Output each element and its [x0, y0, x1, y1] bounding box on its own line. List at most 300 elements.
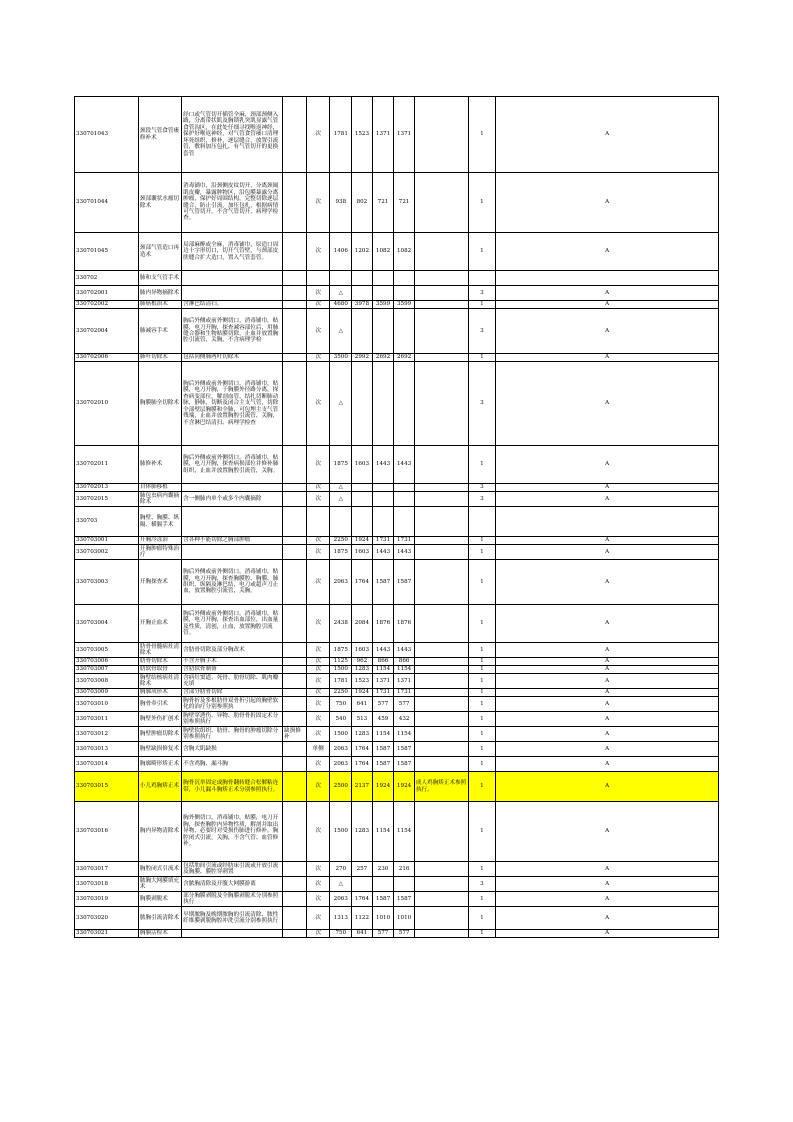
item-content-cell [182, 507, 283, 537]
price-level-2-cell: 257 [352, 862, 373, 877]
price-level-3-cell: 1443 [372, 545, 394, 560]
table-row [75, 802, 719, 862]
grade-cell: A [496, 689, 719, 697]
unit-cell: 次 [306, 560, 330, 605]
grade-cell: A [496, 233, 719, 271]
note-cell [414, 674, 468, 689]
table-row [75, 173, 719, 233]
item-code-cell: 330703014 [75, 757, 139, 772]
excluded-items-cell [283, 643, 307, 658]
item-name-cell: 肺叶切除术 [138, 354, 181, 362]
item-name-cell: 肺减容手术 [138, 309, 181, 354]
price-level-2-cell: 2084 [352, 605, 373, 643]
pricing-flag-cell: 1 [468, 862, 496, 877]
unit-cell: 次 [306, 658, 330, 666]
note-cell [414, 507, 468, 537]
item-code-cell: 330703002 [75, 545, 139, 560]
price-level-1-cell: 750 [330, 930, 352, 938]
price-level-3-cell: 1154 [372, 727, 394, 742]
pricing-flag-cell: 1 [468, 666, 496, 674]
item-code-cell: 330702004 [75, 309, 139, 354]
note-cell [414, 643, 468, 658]
table-row [75, 97, 719, 173]
price-level-4-cell [394, 877, 415, 892]
price-level-4-cell: 1371 [394, 674, 415, 689]
unit-cell: 次 [306, 446, 330, 484]
grade-cell: A [496, 492, 719, 507]
grade-cell: A [496, 892, 719, 907]
note-cell [414, 354, 468, 362]
excluded-items-cell [283, 233, 307, 271]
item-code-cell: 330703005 [75, 643, 139, 658]
unit-cell: 次 [306, 697, 330, 712]
excluded-items-cell [283, 862, 307, 877]
table-row [75, 742, 719, 757]
item-name-cell: 肺和支气管手术 [138, 271, 181, 286]
price-level-3-cell: 1010 [372, 907, 394, 930]
excluded-items-cell [283, 492, 307, 507]
item-content-cell: 含各种不能切除之胸部肿瘤 [182, 537, 283, 545]
price-level-1-cell: △ [330, 484, 352, 492]
price-level-3-cell: 1924 [372, 772, 394, 802]
item-code-cell: 330703003 [75, 560, 139, 605]
table-row [75, 233, 719, 271]
price-level-3-cell [372, 362, 394, 446]
note-cell [414, 697, 468, 712]
grade-cell: A [496, 97, 719, 173]
price-level-1-cell: 1406 [330, 233, 352, 271]
pricing-flag-cell: 1 [468, 712, 496, 727]
price-level-3-cell: 1587 [372, 892, 394, 907]
excluded-items-cell [283, 757, 307, 772]
item-content-cell: 不含鸡胸、漏斗胸 [182, 757, 283, 772]
table-row [75, 930, 719, 938]
note-cell [414, 537, 468, 545]
item-content-cell: 部分胸膜剥脱及全胸膜剥脱术分别参照执行 [182, 892, 283, 907]
item-name-cell: 胸膜肺全切除术 [138, 362, 181, 446]
pricing-flag-cell: 1 [468, 674, 496, 689]
note-cell [414, 545, 468, 560]
table-row [75, 286, 719, 301]
table-row [75, 892, 719, 907]
price-level-1-cell: △ [330, 492, 352, 507]
item-name-cell: 小儿鸡胸矫正术 [138, 772, 181, 802]
price-level-2-cell: 802 [352, 173, 373, 233]
pricing-flag-cell: 3 [468, 492, 496, 507]
grade-cell: A [496, 742, 719, 757]
table-row [75, 507, 719, 537]
table-row [75, 658, 719, 666]
unit-cell: 次 [306, 802, 330, 862]
price-level-2-cell: 2137 [352, 772, 373, 802]
note-cell [414, 712, 468, 727]
price-level-1-cell: △ [330, 309, 352, 354]
item-name-cell: 肺内异物摘除术 [138, 286, 181, 301]
pricing-flag-cell: 1 [468, 689, 496, 697]
table-row [75, 862, 719, 877]
item-code-cell: 330703020 [75, 907, 139, 930]
note-cell [414, 907, 468, 930]
unit-cell: 次 [306, 907, 330, 930]
item-code-cell: 330703011 [75, 712, 139, 727]
pricing-flag-cell: 1 [468, 697, 496, 712]
item-name-cell: 胸壁外伤扩创术 [138, 712, 181, 727]
price-level-4-cell: 721 [394, 173, 415, 233]
excluded-items-cell [283, 666, 307, 674]
price-level-1-cell: 938 [330, 173, 352, 233]
price-level-3-cell: 1731 [372, 537, 394, 545]
item-content-cell: 胸后外侧或前外侧切口，消毒铺巾，贴膜，电刀开胸，探查胸膜腔、胸膜、肺组织、纵隔及淋巴结，电刀或超声刀止血，放置胸腔引流管，关胸。 [182, 560, 283, 605]
note-cell [414, 97, 468, 173]
item-name-cell: 脓胸引流清除术 [138, 907, 181, 930]
table-row [75, 712, 719, 727]
item-name-cell: 胸壁肿瘤切除术 [138, 727, 181, 742]
price-level-2-cell [352, 271, 373, 286]
price-level-2-cell: 641 [352, 697, 373, 712]
price-level-4-cell [394, 309, 415, 354]
unit-cell: 单侧 [306, 742, 330, 757]
grade-cell: A [496, 560, 719, 605]
price-level-2-cell: 641 [352, 930, 373, 938]
pricing-flag-cell: 1 [468, 354, 496, 362]
item-code-cell: 330703017 [75, 862, 139, 877]
item-code-cell: 330703004 [75, 605, 139, 643]
table-row [75, 271, 719, 286]
price-level-4-cell: 1154 [394, 727, 415, 742]
table-row [75, 492, 719, 507]
excluded-items-cell [283, 697, 307, 712]
unit-cell: 次 [306, 173, 330, 233]
pricing-flag-cell: 1 [468, 802, 496, 862]
pricing-flag-cell: 1 [468, 930, 496, 938]
unit-cell: 次 [306, 727, 330, 742]
price-level-3-cell: 1082 [372, 233, 394, 271]
item-name-cell: 颈段气管食管瘘修补术 [138, 97, 181, 173]
unit-cell: 次 [306, 674, 330, 689]
price-level-2-cell: 1603 [352, 446, 373, 484]
item-code-cell: 330702013 [75, 484, 139, 492]
pricing-flag-cell: 3 [468, 286, 496, 301]
note-cell [414, 560, 468, 605]
table-row [75, 560, 719, 605]
pricing-flag-cell: 3 [468, 309, 496, 354]
pricing-flag-cell: 1 [468, 772, 496, 802]
table-row [75, 446, 719, 484]
unit-cell: 次 [306, 757, 330, 772]
item-name-cell: 开胸止血术 [138, 605, 181, 643]
grade-cell: A [496, 930, 719, 938]
excluded-items-cell [283, 507, 307, 537]
price-level-2-cell: 1122 [352, 907, 373, 930]
item-code-cell: 330702006 [75, 354, 139, 362]
grade-cell: A [496, 697, 719, 712]
price-level-3-cell: 1371 [372, 97, 394, 173]
unit-cell: 次 [306, 97, 330, 173]
price-level-2-cell: 1764 [352, 892, 373, 907]
table-row [75, 362, 719, 446]
table-row [75, 605, 719, 643]
item-content-cell: 胸壁穿透伤、异物、肋骨骨折固定术分别参照执行 [182, 712, 283, 727]
unit-cell: 次 [306, 545, 330, 560]
excluded-items-cell [283, 309, 307, 354]
unit-cell [306, 507, 330, 537]
unit-cell: 次 [306, 309, 330, 354]
price-level-2-cell: 1924 [352, 537, 373, 545]
price-level-4-cell: 1371 [394, 97, 415, 173]
excluded-items-cell [283, 484, 307, 492]
excluded-items-cell [283, 802, 307, 862]
price-level-3-cell: 1154 [372, 666, 394, 674]
price-level-1-cell: 2063 [330, 742, 352, 757]
price-level-1-cell: 1875 [330, 643, 352, 658]
pricing-flag-cell: 1 [468, 537, 496, 545]
grade-cell: A [496, 674, 719, 689]
item-code-cell: 330703006 [75, 658, 139, 666]
excluded-items-cell [283, 271, 307, 286]
price-level-1-cell [330, 507, 352, 537]
item-name-cell: 胸骨牵引术 [138, 697, 181, 712]
unit-cell: 次 [306, 877, 330, 892]
price-level-1-cell: △ [330, 286, 352, 301]
excluded-items-cell [283, 97, 307, 173]
price-level-1-cell: △ [330, 877, 352, 892]
price-level-3-cell: 721 [372, 173, 394, 233]
item-content-cell: 胸后外侧或前外侧切口，消毒铺巾，贴膜，电刀开胸，探查病损部位并修补肺组织，止血并放置胸腔引流管，关胸。 [182, 446, 283, 484]
item-code-cell: 330703008 [75, 674, 139, 689]
excluded-items-cell [283, 560, 307, 605]
price-level-1-cell: 1781 [330, 674, 352, 689]
table-row [75, 537, 719, 545]
grade-cell: A [496, 757, 719, 772]
price-level-2-cell: 1202 [352, 233, 373, 271]
note-cell [414, 802, 468, 862]
price-level-4-cell: 577 [394, 697, 415, 712]
table-body [75, 97, 719, 938]
price-level-3-cell [372, 309, 394, 354]
item-code-cell: 330702015 [75, 492, 139, 507]
excluded-items-cell [283, 362, 307, 446]
item-name-cell: 肺包虫病内囊摘除术 [138, 492, 181, 507]
note-cell [414, 605, 468, 643]
table-row [75, 727, 719, 742]
price-level-2-cell: 1283 [352, 802, 373, 862]
price-level-3-cell [372, 492, 394, 507]
price-level-1-cell: 1313 [330, 907, 352, 930]
excluded-items-cell [283, 712, 307, 727]
price-level-1-cell: 1875 [330, 446, 352, 484]
grade-cell [496, 507, 719, 537]
price-level-3-cell: 1587 [372, 742, 394, 757]
price-level-2-cell: 1523 [352, 674, 373, 689]
price-level-2-cell: 513 [352, 712, 373, 727]
item-name-cell: 胸壁结核病灶清除术 [138, 674, 181, 689]
price-level-2-cell: 1764 [352, 560, 373, 605]
pricing-flag-cell [468, 271, 496, 286]
pricing-flag-cell: 1 [468, 907, 496, 930]
price-level-4-cell: 2692 [394, 354, 415, 362]
price-level-3-cell: 1876 [372, 605, 394, 643]
price-level-4-cell: 1587 [394, 742, 415, 757]
item-name-cell: 自体肺移植 [138, 484, 181, 492]
price-level-2-cell: 2992 [352, 354, 373, 362]
grade-cell: A [496, 286, 719, 301]
price-level-4-cell: 1587 [394, 892, 415, 907]
pricing-flag-cell: 3 [468, 362, 496, 446]
price-level-3-cell: 1371 [372, 674, 394, 689]
excluded-items-cell [283, 772, 307, 802]
excluded-items-cell [283, 892, 307, 907]
price-level-1-cell: 4680 [330, 301, 352, 309]
price-level-1-cell: 2500 [330, 772, 352, 802]
excluded-items-cell [283, 674, 307, 689]
price-level-3-cell: 459 [372, 712, 394, 727]
note-cell [414, 173, 468, 233]
note-cell [414, 727, 468, 742]
excluded-items-cell [283, 354, 307, 362]
pricing-flag-cell: 3 [468, 484, 496, 492]
pricing-flag-cell: 1 [468, 173, 496, 233]
table-row [75, 689, 719, 697]
price-level-1-cell: 2063 [330, 757, 352, 772]
price-level-1-cell: 2063 [330, 560, 352, 605]
price-level-3-cell [372, 271, 394, 286]
price-level-3-cell: 577 [372, 697, 394, 712]
price-level-4-cell: 1443 [394, 545, 415, 560]
item-name-cell: 肺癌根治术 [138, 301, 181, 309]
price-level-4-cell: 1587 [394, 757, 415, 772]
grade-cell: A [496, 173, 719, 233]
pricing-flag-cell: 1 [468, 658, 496, 666]
item-content-cell [182, 271, 283, 286]
price-level-4-cell [394, 492, 415, 507]
item-content-cell: 胸骨沉举固定或胸骨翻转缝合松解粘连带，小儿漏斗胸矫正术分别参照执行。 [182, 772, 283, 802]
unit-cell: 次 [306, 689, 330, 697]
item-content-cell: 含病灶窦道、死骨、肋骨切除、肌肉瓣充填 [182, 674, 283, 689]
price-level-2-cell [352, 507, 373, 537]
price-level-2-cell: 1764 [352, 742, 373, 757]
item-name-cell: 胸腔闭式引流术 [138, 862, 181, 877]
grade-cell: A [496, 362, 719, 446]
note-cell [414, 666, 468, 674]
table-row [75, 697, 719, 712]
item-code-cell: 330703021 [75, 930, 139, 938]
price-level-3-cell: 1443 [372, 643, 394, 658]
unit-cell: 次 [306, 712, 330, 727]
price-level-2-cell: 1283 [352, 666, 373, 674]
price-level-4-cell: 1154 [394, 802, 415, 862]
price-level-1-cell: 1125 [330, 658, 352, 666]
grade-cell: A [496, 605, 719, 643]
note-cell [414, 301, 468, 309]
item-name-cell: 胸廓成形术 [138, 689, 181, 697]
note-cell [414, 446, 468, 484]
price-level-4-cell [394, 286, 415, 301]
item-content-cell: 含淋巴结清扫。 [182, 301, 283, 309]
price-level-1-cell: 2250 [330, 537, 352, 545]
item-code-cell: 330703 [75, 507, 139, 537]
pricing-flag-cell: 1 [468, 446, 496, 484]
item-content-cell: 含脓胸清除及开腹大网膜游离 [182, 877, 283, 892]
unit-cell: 次 [306, 643, 330, 658]
item-content-cell [182, 545, 283, 560]
price-level-3-cell: 1154 [372, 802, 394, 862]
price-level-4-cell: 1443 [394, 643, 415, 658]
item-name-cell: 肺修补术 [138, 446, 181, 484]
note-cell [414, 742, 468, 757]
grade-cell: A [496, 772, 719, 802]
price-level-2-cell [352, 309, 373, 354]
item-name-cell: 胸膜活检术 [138, 930, 181, 938]
item-code-cell: 330703001 [75, 537, 139, 545]
table-row [75, 309, 719, 354]
price-level-3-cell: 1587 [372, 560, 394, 605]
unit-cell: 次 [306, 286, 330, 301]
note-cell [414, 492, 468, 507]
grade-cell: A [496, 537, 719, 545]
item-content-cell [182, 484, 283, 492]
item-code-cell: 330703015 [75, 772, 139, 802]
unit-cell: 次 [306, 362, 330, 446]
price-level-1-cell: 1500 [330, 802, 352, 862]
price-level-2-cell [352, 362, 373, 446]
note-cell [414, 286, 468, 301]
price-level-4-cell [394, 271, 415, 286]
price-level-2-cell: 1283 [352, 727, 373, 742]
unit-cell: 次 [306, 537, 330, 545]
item-code-cell: 330702010 [75, 362, 139, 446]
pricing-flag-cell: 1 [468, 560, 496, 605]
unit-cell: 次 [306, 892, 330, 907]
item-name-cell: 肋骨骨髓病灶清除术 [138, 643, 181, 658]
item-code-cell: 330702 [75, 271, 139, 286]
unit-cell [306, 271, 330, 286]
price-level-2-cell: 1603 [352, 643, 373, 658]
table-row [75, 674, 719, 689]
note-cell [414, 362, 468, 446]
price-level-4-cell: 1443 [394, 446, 415, 484]
item-content-cell: 胸后外侧或前外侧切口，消毒铺巾，贴膜，电刀开胸，探查减容部位后，用肺缝合器和生物贴膜切除，止血并放置胸腔引流管，关胸，不含病理学检 [182, 309, 283, 354]
pricing-flag-cell [468, 507, 496, 537]
excluded-items-cell [283, 446, 307, 484]
price-level-4-cell: 1731 [394, 689, 415, 697]
grade-cell: A [496, 712, 719, 727]
unit-cell: 次 [306, 862, 330, 877]
pricing-flag-cell: 1 [468, 545, 496, 560]
item-name-cell: 脓胸大网膜填充术 [138, 877, 181, 892]
pricing-flag-cell: 1 [468, 301, 496, 309]
pricing-flag-cell: 3 [468, 877, 496, 892]
table-row [75, 484, 719, 492]
note-cell [414, 877, 468, 892]
grade-cell: A [496, 666, 719, 674]
table-row [75, 545, 719, 560]
price-level-1-cell: 1875 [330, 545, 352, 560]
grade-cell: A [496, 446, 719, 484]
price-level-4-cell: 1587 [394, 560, 415, 605]
price-level-4-cell: 1876 [394, 605, 415, 643]
excluded-items-cell [283, 537, 307, 545]
item-code-cell: 330703016 [75, 802, 139, 862]
price-level-1-cell: 2250 [330, 689, 352, 697]
grade-cell: A [496, 727, 719, 742]
item-content-cell: 含一侧肺内单个或多个内囊摘除 [182, 492, 283, 507]
grade-cell: A [496, 658, 719, 666]
grade-cell: A [496, 354, 719, 362]
item-name-cell: 胸壁、胸膜、纵隔、横膈手术 [138, 507, 181, 537]
item-code-cell: 330703010 [75, 697, 139, 712]
unit-cell: 次 [306, 930, 330, 938]
note-cell [414, 484, 468, 492]
